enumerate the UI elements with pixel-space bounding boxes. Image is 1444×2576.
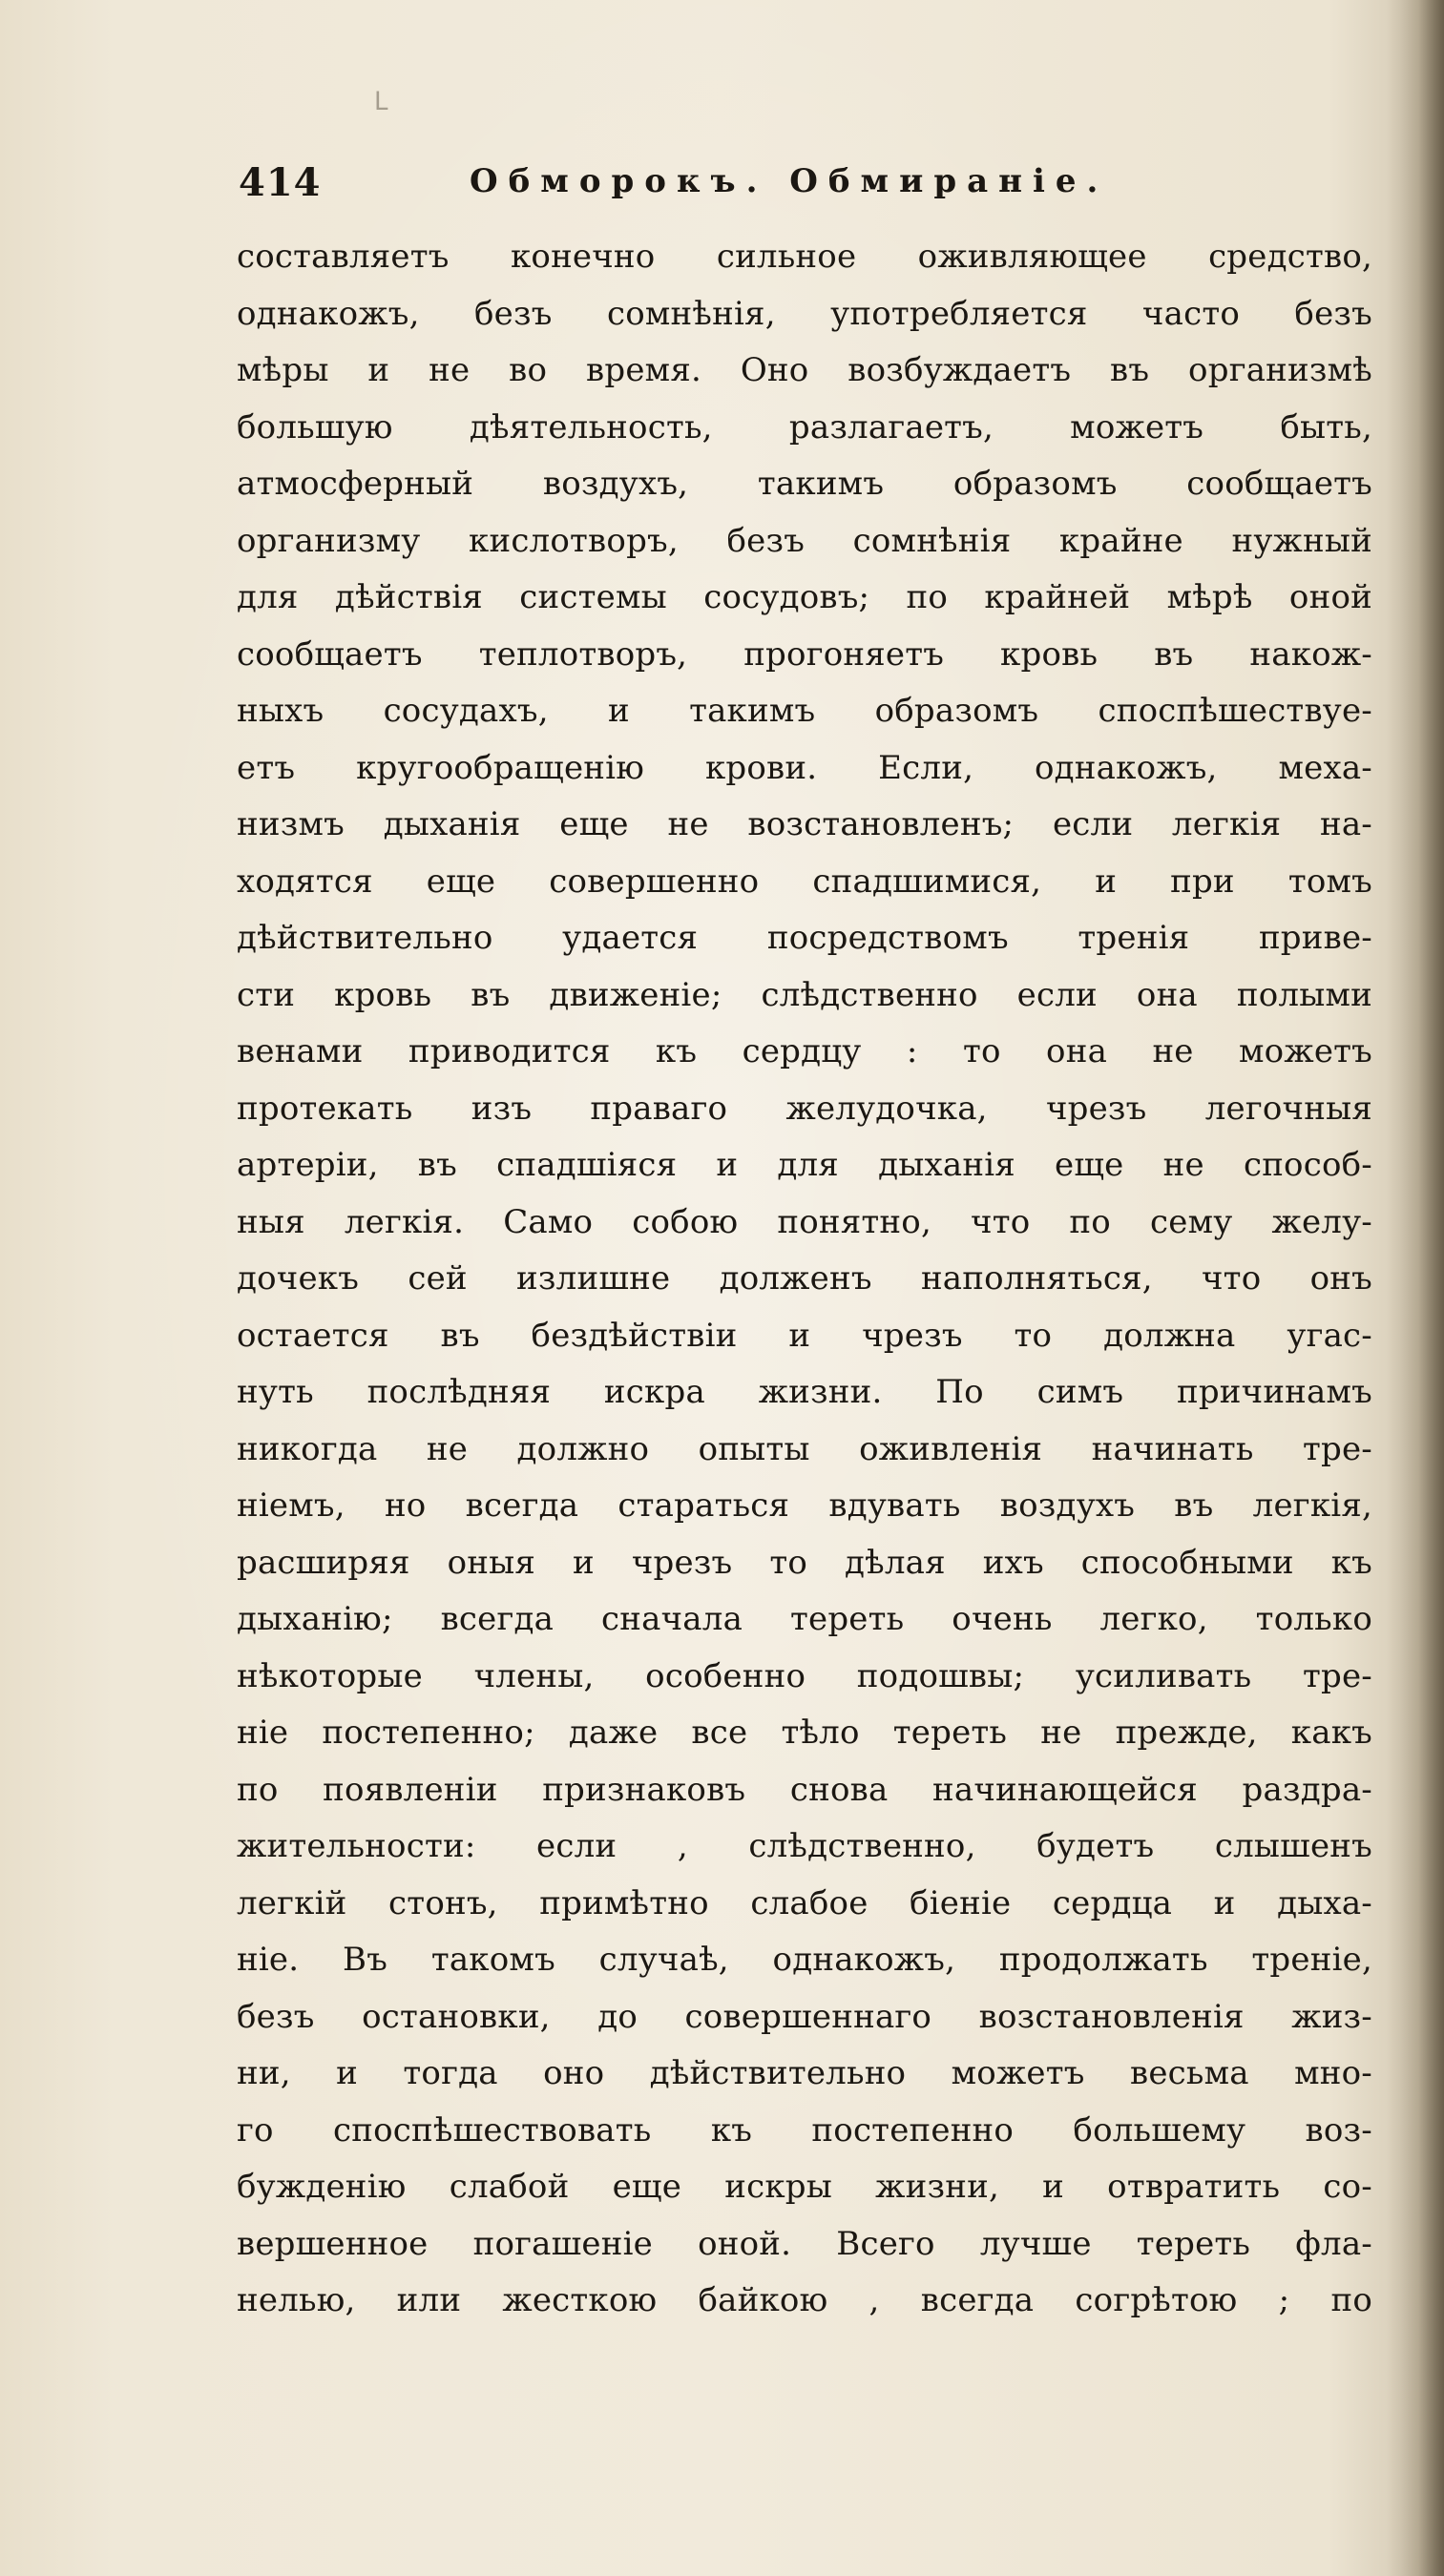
text-line: ныя легкія. Само собою понятно, что по сему желу- <box>237 1202 1372 1241</box>
text-line: етъ кругообращенію крови. Если, однакожъ, меха- <box>237 748 1372 787</box>
running-head-title: Обморокъ. Обмираніе. <box>470 162 1109 200</box>
text-line: вершенное погашеніе оной. Всего лучше тереть фла- <box>237 2224 1372 2263</box>
text-line: однакожъ, безъ сомнѣнія, употребляется часто безъ <box>237 294 1372 333</box>
text-line: го споспѣшествовать къ постепенно большему воз- <box>237 2110 1372 2150</box>
text-line: ніемъ, но всегда стараться вдувать воздухъ въ легкія, <box>237 1486 1372 1525</box>
text-line: никогда не должно опыты оживленія начинать тре- <box>237 1429 1372 1468</box>
running-head <box>239 160 1193 219</box>
text-line: сообщаетъ теплотворъ, прогоняетъ кровь въ накож- <box>237 634 1372 674</box>
text-line: ніе. Въ такомъ случаѣ, однакожъ, продолжать треніе, <box>237 1941 1372 1979</box>
text-line: протекать изъ праваго желудочка, чрезъ легочныя <box>237 1089 1372 1128</box>
pencil-mark: ᒪ <box>374 88 388 116</box>
page-gutter-shadow <box>1387 0 1444 2576</box>
text-line: составляетъ конечно сильное оживляющее средство, <box>237 238 1372 276</box>
text-line: бужденію слабой еще искры жизни, и отвратить со- <box>237 2168 1372 2206</box>
text-line: ніе постепенно; даже все тѣло тереть не прежде, какъ <box>237 1714 1372 1752</box>
text-line: низмъ дыханія еще не возстановленъ; если легкія на- <box>237 805 1372 843</box>
text-line: остается въ бездѣйствіи и чрезъ то должна угас- <box>237 1316 1372 1355</box>
text-line: мѣры и не во время. Оно возбуждаетъ въ организмѣ <box>237 351 1372 389</box>
text-line: дыханію; всегда сначала тереть очень легко, только <box>237 1600 1372 1638</box>
text-line: для дѣйствія системы сосудовъ; по крайней мѣрѣ оной <box>237 578 1372 616</box>
text-line: нуть послѣдняя искра жизни. По симъ причинамъ <box>237 1373 1372 1411</box>
text-line: дочекъ сей излишне долженъ наполняться, что онъ <box>237 1259 1372 1298</box>
text-line: ныхъ сосудахъ, и такимъ образомъ споспѣшествуе- <box>237 692 1372 730</box>
text-line: расширяя оныя и чрезъ то дѣлая ихъ способными къ <box>237 1543 1372 1582</box>
body-text <box>237 229 1372 2330</box>
text-line: жительности: если , слѣдственно, будетъ слышенъ <box>237 1827 1372 1865</box>
text-line: нелью, или жесткою байкою , всегда согрѣтою ; по <box>237 2281 1372 2319</box>
text-line: атмосферный воздухъ, такимъ образомъ сообщаетъ <box>237 465 1372 503</box>
text-line: дѣйствительно удается посредствомъ тренія приве- <box>237 919 1372 957</box>
text-line: артеріи, въ спадшіяся и для дыханія еще не способ- <box>237 1146 1372 1184</box>
text-line: ходятся еще совершенно спадшимися, и при томъ <box>237 862 1372 901</box>
text-line: безъ остановки, до совершеннаго возстановленія жиз- <box>237 1997 1372 2036</box>
text-line: венами приводится къ сердцу : то она не можетъ <box>237 1032 1372 1070</box>
page-number: 414 <box>239 160 322 205</box>
text-line: легкій стонъ, примѣтно слабое біеніе сердца и дыха- <box>237 1883 1372 1922</box>
text-line: большую дѣятельность, разлагаетъ, можетъ быть, <box>237 407 1372 447</box>
text-line: по появленіи признаковъ снова начинающейся раздра- <box>237 1770 1372 1809</box>
text-line: сти кровь въ движеніе; слѣдственно если она полыми <box>237 975 1372 1014</box>
text-line: ни, и тогда оно дѣйствительно можетъ весьма мно- <box>237 2054 1372 2092</box>
text-line: организму кислотворъ, безъ сомнѣнія крайне нужный <box>237 521 1372 560</box>
text-line: нѣкоторые члены, особенно подошвы; усиливать тре- <box>237 1656 1372 1695</box>
